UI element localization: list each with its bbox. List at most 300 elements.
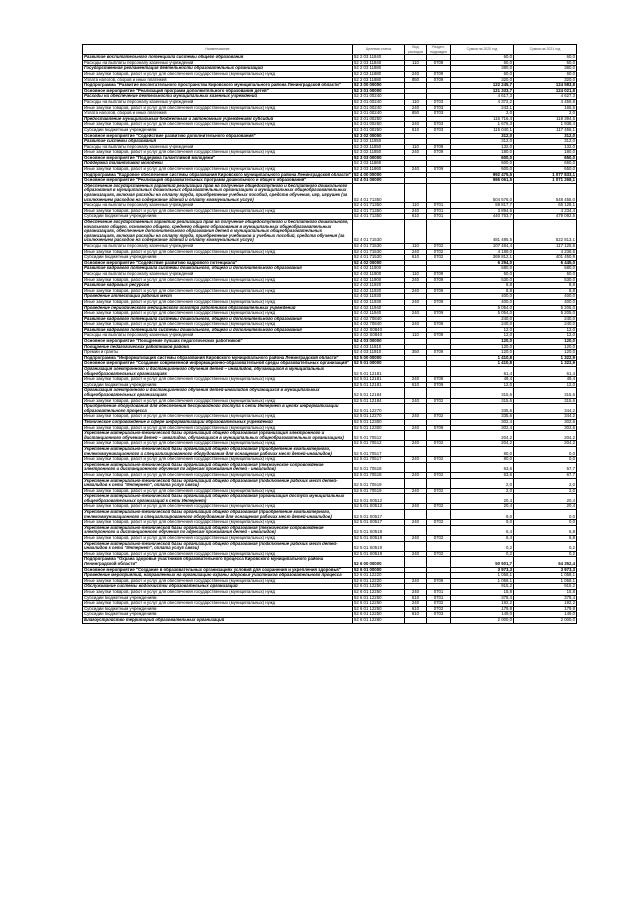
cell-target-article: 52 4 01 71530 [353,243,405,249]
cell-expense-type: 110 [405,243,427,249]
cell-amount-2021: 580,0 [514,266,577,272]
header-amount-2020: Сумма на 2020 год [451,45,514,55]
cell-name: Предоставление муниципальным бюджетным и автономным учреждениям субсидий [83,116,353,122]
cell-name: Подпрограмма "Кадровое обеспечение системы образования Кировского муниципального района Ленинградской области" [84,172,351,177]
cell-target-article: 52 2 03 11840 [353,55,405,61]
cell-expense-type: 240 [405,578,427,584]
cell-name: Иные закупки товаров, работ и услуг для обеспечения государственных (муниципальных) нужд [83,414,353,420]
cell-section: 0702 [427,488,451,494]
cell-amount-2021: 60,0 [514,60,577,66]
cell-target-article: 52 4 02 11920 [353,288,405,294]
cell-target-article: 52 5 01 12181 [353,377,405,383]
cell-target-article: 52 4 02 11900 [353,266,405,272]
cell-amount-2021: 1 058,1 [514,573,577,579]
cell-expense-type: 240 [405,122,427,128]
cell-name: Благоустройство территорий образовательных организаций [83,617,353,623]
cell-amount-2020: 4 189,0 [451,249,514,255]
table-row [83,573,577,579]
budget-table [82,44,577,624]
cell-amount-2020: 63,6 [451,462,514,472]
table-row [83,355,577,361]
cell-amount-2020: 60,0 [451,60,514,66]
cell-amount-2020: 315,6 [451,388,514,398]
cell-section: 0709 [427,77,451,83]
cell-section: 0709 [427,322,451,328]
cell-amount-2021: 67,7 [514,462,577,472]
cell-amount-2020: 369 812,1 [451,255,514,261]
cell-amount-2021: 0,2 [514,541,577,551]
cell-amount-2020: 20,4 [451,494,514,504]
cell-amount-2020: 8,8 [451,288,514,294]
cell-amount-2020: 2,0 [451,111,514,117]
cell-amount-2021: 0,0 [514,520,577,526]
cell-section: 0709 [427,350,451,356]
cell-amount-2021: 530,0 [514,277,577,283]
cell-expense-type: 850 [405,111,427,117]
cell-section: 0709 [427,277,451,283]
cell-amount-2020: 204,2 [451,441,514,447]
cell-expense-type: 240 [405,71,427,77]
cell-expense-type: 240 [405,536,427,542]
cell-expense-type: 240 [405,277,427,283]
cell-amount-2020: 400,0 [451,294,514,300]
cell-amount-2021: 4 236,6 [514,249,577,255]
cell-target-article: 52 4 01 71350 [353,203,405,209]
cell-amount-2020: 12,0 [451,327,514,333]
cell-amount-2021: 380,0 [514,66,577,72]
cell-name: Уплата налогов, сборов и иных платежей [83,77,353,83]
cell-amount-2020: 80,0 [451,446,514,456]
cell-target-article: 52 4 01 71350 [353,183,405,202]
cell-amount-2020: 1 676,3 [451,122,514,128]
cell-amount-2020: 149,0 [451,612,514,618]
table-header-row [83,45,577,55]
cell-name: Уплата налогов, сборов и иных платежей [83,111,353,117]
cell-name: Субсидии бюджетным учреждениям [83,595,353,601]
cell-expense-type: 240 [405,167,427,173]
table-row [83,404,577,414]
cell-name: Иные закупки товаров, работ и услуг для обеспечения государственных (муниципальных) нужд [83,472,353,478]
cell-name: Проведение периодического медицинского осмотра работников образовательных учреждений [83,305,353,311]
cell-name: Обслуживание системы водоочистки образовательных организаций [83,584,353,590]
header-section: Раздел, подраздел [427,45,451,55]
cell-amount-2021: 344,2 [514,414,577,420]
cell-name: Расходы на выплаты персоналу казенных учреждений [83,203,353,209]
cell-target-article: 52 5 01 70517 [353,446,405,456]
cell-name: Расходы на обеспечение деятельности муниципальных казенных учреждений [83,94,353,100]
cell-target-article: 52 2 03 11840 [353,60,405,66]
cell-section: 0702 [427,551,451,557]
cell-expense-type: 610 [405,127,427,133]
cell-amount-2021: 67,7 [514,472,577,478]
cell-amount-2020: 302,4 [451,419,514,425]
cell-amount-2020: 204,2 [451,431,514,441]
cell-section: 0701 [427,589,451,595]
cell-section: 0702 [427,601,451,607]
cell-target-article: 52 6 01 12220 [353,573,405,579]
header-target-article: Целевая статья [353,45,405,55]
cell-section [427,494,451,504]
cell-amount-2021: 302,6 [514,425,577,431]
cell-target-article: 52 4 00 00000 [353,172,405,178]
cell-target-article: 52 5 01 S0517 [353,510,405,520]
cell-amount-2021: 400,0 [514,294,577,300]
cell-expense-type [405,541,427,551]
cell-amount-2021: 522 813,1 [514,220,577,244]
cell-name: Иные закупки товаров, работ и услуг для обеспечения государственных (муниципальных) нужд [83,288,353,294]
cell-expense-type [405,462,427,472]
cell-amount-2020: 2 000,0 [451,617,514,623]
cell-section: 0709 [427,60,451,66]
cell-amount-2021: 650,0 [514,155,577,161]
cell-amount-2020: 302,4 [451,425,514,431]
cell-name: Укрепление материально-технической базы организаций общего образования (приобретение компьютерного, телекоммуникационного и специализированного оборудования для оснащения рабочих мест детей-инвалидов) [83,446,353,456]
cell-target-article: 52 5 01 70518 [353,472,405,478]
cell-amount-2021: 0,2 [514,551,577,557]
cell-amount-2021: 0,0 [514,510,577,520]
cell-section: 0709 [427,377,451,383]
cell-amount-2020: 312,0 [451,139,514,145]
cell-amount-2020: 1 058,1 [451,573,514,579]
cell-amount-2020: 4 617,3 [451,94,514,100]
cell-section [427,404,451,414]
cell-amount-2020: 192,2 [451,601,514,607]
cell-name: Развитие кадрового потенциала системы дошкольного, общего и дополнительного образования [83,327,353,333]
cell-target-article: 52 3 01 00250 [353,127,405,133]
cell-target-article: 52 4 02 00000 [353,260,405,266]
cell-name: Поощрение педагогических работников района [83,344,353,350]
cell-target-article: 52 5 01 12181 [353,367,405,377]
table-row [83,388,577,398]
cell-target-article: 52 5 01 70519 [353,488,405,494]
cell-name: Обеспечение государственных гарантий реализации прав на получение общедоступного и бесплатного дошкольного, начального общего, основного общего, среднего общего образования в муниципальных общеобразовательных организациях, обеспечение дополнительного образования детей в муниципальных общеобразовательных организациях, включая расходы на оплату труда, приобретение учебников и учебных пособий, средств обучения (за исключением расходов на содержание зданий и оплату коммунальных услуг) [83,220,353,244]
cell-target-article: 52 5 01 70519 [353,478,405,488]
cell-amount-2021: 124 021,8 [514,88,577,94]
cell-amount-2021: 320,0 [514,77,577,83]
cell-target-article: 52 5 01 S0512 [353,504,405,510]
cell-amount-2020: 120,0 [451,344,514,350]
cell-section: 0709 [427,288,451,294]
cell-target-article: 52 5 01 S0519 [353,551,405,557]
cell-amount-2020: 20,4 [451,504,514,510]
cell-amount-2020: 378,4 [451,595,514,601]
cell-amount-2021: 124 583,8 [514,83,577,89]
cell-target-article: 52 3 03 00000 [353,155,405,161]
cell-target-article: 52 4 02 11920 [353,283,405,289]
cell-name: Субсидии бюджетным учреждениям [83,382,353,388]
cell-name: Основное мероприятие "Поддержка талантливой молодежи" [83,155,353,161]
cell-name: Укрепление материально-технической базы организаций общего образования (организация доступа муниципальных общеобразовательных организаций к сети Интернет) [83,494,353,504]
cell-expense-type [405,446,427,456]
cell-section: 0703 [427,127,451,133]
cell-section [427,388,451,398]
cell-target-article: 52 2 03 11880 [353,66,405,72]
cell-name: Развитие системы образования [83,139,353,145]
cell-amount-2020: 530,0 [451,277,514,283]
cell-amount-2021: 315,6 [514,388,577,398]
cell-name: Иные закупки товаров, работ и услуг для обеспечения государственных (муниципальных) нужд [83,377,353,383]
cell-name: Иные закупки товаров, работ и услуг для обеспечения государственных (муниципальных) нужд [83,105,353,111]
cell-amount-2021: 60,0 [514,55,577,61]
cell-target-article: 52 5 01 S0517 [353,520,405,526]
cell-name: Подпрограмма "Развитие воспитательного пространства Кировского муниципального района Ленинградской области" [83,83,353,89]
cell-target-article: 52 3 02 11850 [353,150,405,156]
cell-target-article: 52 2 03 11880 [353,71,405,77]
cell-name: Иные закупки товаров, работ и услуг для обеспечения государственных (муниципальных) нужд [83,208,353,214]
cell-expense-type: 610 [405,255,427,261]
cell-section [427,478,451,488]
cell-expense-type: 240 [405,414,427,420]
cell-amount-2021: 1 322,9 [514,361,577,367]
cell-amount-2020: 12,0 [451,382,514,388]
cell-amount-2020: 312,0 [451,133,514,139]
cell-amount-2020: 63,6 [451,472,514,478]
cell-name: Иные закупки товаров, работ и услуг для обеспечения государственных (муниципальных) нужд [83,578,353,584]
cell-amount-2021: 12,0 [514,327,577,333]
cell-target-article: 52 5 01 12270 [353,414,405,420]
cell-target-article: 52 6 00 00000 [353,557,405,567]
cell-amount-2020: 6,4 [451,525,514,535]
cell-expense-type: 240 [405,425,427,431]
cell-section: 0702 [427,441,451,447]
cell-section [427,367,451,377]
cell-amount-2021: 1 938,4 [514,122,577,128]
cell-amount-2021: 240,0 [514,316,577,322]
cell-expense-type: 110 [405,99,427,105]
cell-section: 0703 [427,612,451,618]
cell-amount-2020: 400,0 [451,299,514,305]
cell-amount-2020: 122 245,7 [451,83,514,89]
cell-name: Иные закупки товаров, работ и услуг для обеспечения государственных (муниципальных) нужд [83,504,353,510]
cell-target-article: 52 5 01 S0518 [353,536,405,542]
cell-amount-2021: 65 128,1 [514,203,577,209]
header-expense-type: Вид расходов [405,45,427,55]
cell-section: 0702 [427,398,451,404]
cell-amount-2020: 116 716,4 [451,116,514,122]
cell-amount-2020: 4 372,2 [451,99,514,105]
cell-amount-2021: 8,8 [514,288,577,294]
table-row [83,361,577,367]
cell-target-article: 52 4 01 71530 [353,220,405,244]
header-name: Наименование [83,45,353,55]
cell-target-article: 52 4 03 00000 [353,339,405,345]
cell-target-article: 52 5 01 70517 [353,457,405,463]
cell-target-article: 52 6 01 12250 [353,584,405,590]
cell-amount-2020: 580,0 [451,266,514,272]
cell-name: Обеспечение государственных гарантий реализации прав на получение общедоступного и бесплатного дошкольного образования в муниципальных дошкольных образовательных организациях и муниципальных общеобразовательных организациях, включая расходы на оплату труда, приобретение учебных пособий, средств обучения, игр, игрушек (за исключением расходов на содержание зданий и оплату коммунальных услуг) [83,183,353,202]
cell-expense-type: 240 [405,472,427,478]
cell-section: 0702 [427,504,451,510]
cell-amount-2021: 315,6 [514,398,577,404]
cell-amount-2020: 504 576,0 [451,183,514,202]
cell-amount-2020: 915,2 [451,584,514,590]
table-row [83,510,577,520]
cell-amount-2020: 3 973,3 [451,567,514,573]
cell-amount-2021: 6,8 [514,525,577,535]
table-row [83,431,577,441]
cell-target-article: 52 3 01 00240 [353,99,405,105]
cell-amount-2020: 240,0 [451,316,514,322]
cell-name: Проведение мероприятий, направленных на организацию охраны здоровья участников образовательного процесса [83,573,353,579]
cell-name: Проведение аттестации рабочих мест [83,294,353,300]
cell-amount-2020: 60,0 [451,55,514,61]
cell-target-article: 52 6 01 12250 [353,601,405,607]
cell-name: Подпрограмма "Охрана здоровья участников образовательного процесса Кировского муниципального района Ленинградской области" [83,557,353,567]
cell-target-article: 52 3 01 00240 [353,94,405,100]
cell-name: Иные закупки товаров, работ и услуг для обеспечения государственных (муниципальных) нужд [83,398,353,404]
cell-amount-2021: 50,0 [514,271,577,277]
cell-amount-2021: 650,0 [514,167,577,173]
cell-target-article: 52 5 01 S0519 [353,541,405,551]
cell-expense-type [405,557,427,567]
cell-amount-2020: 9,0 [451,510,514,520]
table-row [83,541,577,551]
cell-name: Укрепление материально-технической базы организаций общего образования (подключение рабочих мест детей-инвалидов к сети "Интернет", оплата услуг связи) [83,541,353,551]
cell-amount-2021: 2 000,0 [514,617,577,623]
cell-target-article: 52 3 00 00000 [353,83,405,89]
cell-amount-2021: 20,4 [514,504,577,510]
header-amount-2021: Сумма на 2021 год [514,45,577,55]
cell-amount-2021: 302,6 [514,419,577,425]
cell-name: Иные закупки товаров, работ и услуг для обеспечения государственных (муниципальных) нужд [83,601,353,607]
cell-expense-type: 610 [405,606,427,612]
cell-expense-type: 240 [405,441,427,447]
cell-amount-2021: 8,8 [514,283,577,289]
cell-section: 0703 [427,122,451,128]
cell-amount-2020: 107 484,4 [451,243,514,249]
cell-amount-2020: 1 410,8 [451,355,514,361]
cell-name: Развитие кадровых ресурсов [83,283,353,289]
table-row [83,183,577,202]
cell-expense-type: 610 [405,214,427,220]
cell-amount-2020: 315,6 [451,398,514,404]
cell-amount-2020: 5 054,0 [451,311,514,317]
cell-amount-2021: 4 459,8 [514,99,577,105]
cell-name: Основное мероприятие "Реализация образовательных программ дошкольного и общего образования" [83,178,353,184]
cell-section [427,525,451,535]
cell-amount-2021: 61,4 [514,367,577,377]
cell-amount-2020: 9,0 [451,520,514,526]
cell-name: Расходы на выплаты персоналу казенных учреждений [83,99,353,105]
cell-name: Иные закупки товаров, работ и услуг для обеспечения государственных (муниципальных) нужд [83,457,353,463]
cell-amount-2020: 80,0 [451,457,514,463]
cell-amount-2020: 2,0 [451,488,514,494]
cell-amount-2021: 117 456,1 [514,127,577,133]
cell-name: Иные закупки товаров, работ и услуг для обеспечения государственных (муниципальных) нужд [83,441,353,447]
cell-name: Приобретение оборудования для обеспечения беспроводного доступа к сети Интернет в целях информатизации образовательного процесса [83,404,353,414]
cell-name: Расходы на выплаты персоналу казенных учреждений [83,60,353,66]
cell-expense-type: 110 [405,203,427,209]
cell-expense-type: 240 [405,589,427,595]
cell-section [427,617,451,623]
cell-section: 0702 [427,520,451,526]
cell-target-article: 52 5 01 70512 [353,431,405,441]
cell-amount-2020: 50 501,7 [451,557,514,567]
cell-name: Иные закупки товаров, работ и услуг для обеспечения государственных (муниципальных) нужд [83,488,353,494]
cell-amount-2021: 0,0 [514,446,577,456]
cell-section [427,220,451,244]
cell-amount-2020: 600,0 [451,167,514,173]
cell-section: 0703 [427,111,451,117]
cell-target-article: 52 5 01 12184 [353,388,405,398]
cell-amount-2021: 1 058,1 [514,578,577,584]
cell-target-article: 52 2 03 11880 [353,77,405,83]
cell-name: Организация электронного и дистанционного обучения детей-инвалидов обучающихся в муниципальных общеобразовательных организациях [83,388,353,398]
cell-name: Развитие воспитательного потенциала системы общего образования [83,55,353,61]
cell-name: Расходы на выплаты персоналу казенных учреждений [83,333,353,339]
cell-name: Государственная регламентация деятельности образовательных организаций [83,66,353,72]
cell-name: Премии и гранты [83,350,353,356]
cell-target-article: 52 6 01 12250 [353,612,405,618]
cell-target-article: 52 4 01 71530 [353,255,405,261]
cell-amount-2021: 2,0 [514,111,577,117]
cell-expense-type: 110 [405,144,427,150]
cell-expense-type: 240 [405,551,427,557]
cell-amount-2021: 165,5 [514,105,577,111]
cell-amount-2020: 49,4 [451,377,514,383]
cell-section: 0702 [427,536,451,542]
table-row [83,494,577,504]
table-row [83,367,577,377]
cell-expense-type [405,367,427,377]
budget-table-body [83,45,577,624]
cell-name: Расходы на выплаты персоналу казенных учреждений [83,271,353,277]
cell-section: 0709 [427,167,451,173]
cell-amount-2020: 335,6 [451,414,514,420]
cell-amount-2021: 2,0 [514,488,577,494]
table-row [83,446,577,456]
cell-amount-2021: 401 450,9 [514,255,577,261]
cell-amount-2020: 6 294,0 [451,260,514,266]
cell-amount-2021: 915,2 [514,584,577,590]
cell-target-article: 52 3 02 11850 [353,144,405,150]
cell-amount-2021: 60,0 [514,71,577,77]
cell-section: 0702 [427,606,451,612]
cell-expense-type [405,478,427,488]
cell-amount-2021: 204,2 [514,431,577,441]
table-row [83,567,577,573]
cell-amount-2021: 479 092,5 [514,214,577,220]
cell-amount-2020: 50,0 [451,271,514,277]
cell-amount-2020: 240,0 [451,322,514,328]
cell-amount-2020: 120,0 [451,350,514,356]
cell-expense-type: 240 [405,601,427,607]
cell-name: Подпрограмма "Информатизация системы образования Кировского муниципального района Ленинградской области" [83,355,353,361]
cell-amount-2021: 240,0 [514,322,577,328]
cell-amount-2020: 8,8 [451,283,514,289]
cell-section: 0702 [427,457,451,463]
cell-amount-2020: 0,2 [451,551,514,557]
cell-amount-2020: 15,8 [451,589,514,595]
cell-target-article: 52 5 01 12181 [353,382,405,388]
cell-target-article: 52 5 01 12300 [353,425,405,431]
cell-target-article: 52 5 01 S0512 [353,494,405,504]
cell-expense-type: 240 [405,288,427,294]
cell-amount-2021: 312,0 [514,133,577,139]
cell-amount-2020: 600,0 [451,161,514,167]
cell-amount-2020: 179,8 [451,606,514,612]
cell-amount-2021: 12,0 [514,382,577,388]
cell-section: 0702 [427,472,451,478]
cell-expense-type [405,183,427,202]
cell-amount-2020: 380,0 [451,66,514,72]
cell-expense-type [405,525,427,535]
cell-name: Основное мероприятие "Создание современной информационно-образовательной среды образовательных организаций" [83,361,353,367]
cell-name: Иные закупки товаров, работ и услуг для обеспечения государственных (муниципальных) нужд [83,122,353,128]
cell-expense-type: 240 [405,208,427,214]
cell-section [427,510,451,520]
cell-target-article: 52 4 02 70840 [353,316,405,322]
